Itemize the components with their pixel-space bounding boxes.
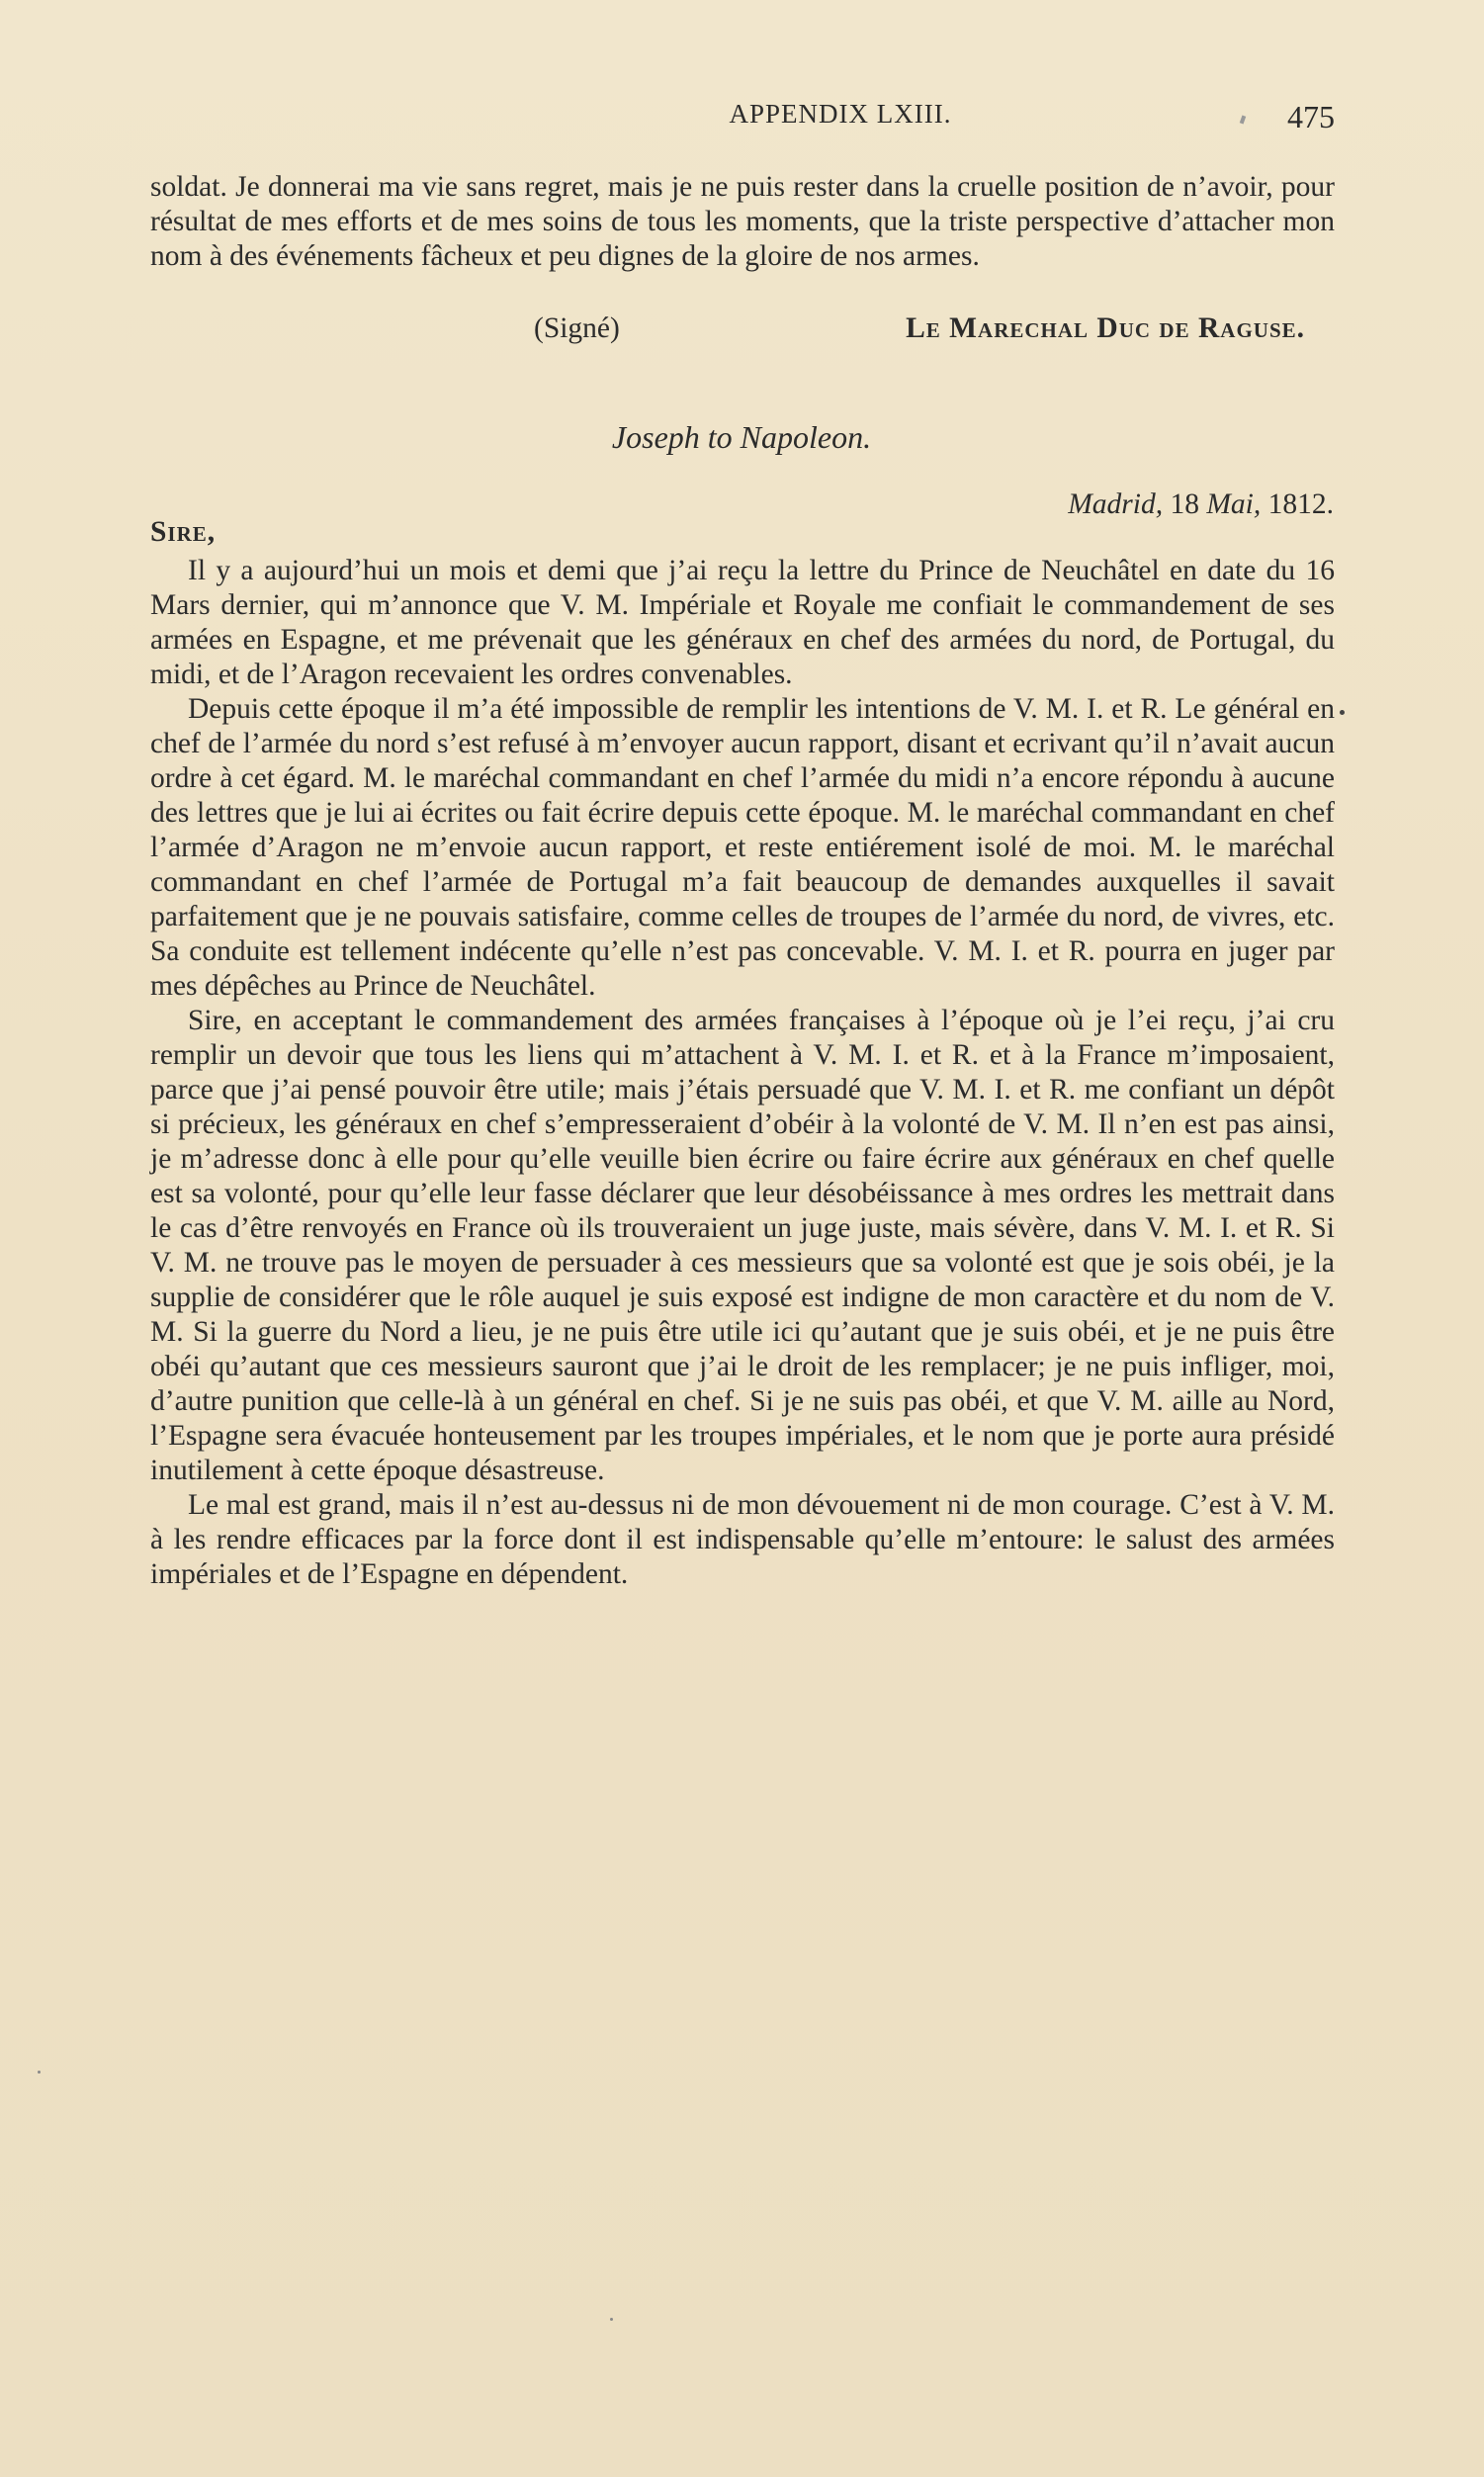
letter-dateline xyxy=(1068,488,1334,521)
page-number: 475 xyxy=(1287,99,1335,134)
letter-paragraph: Sire, en acceptant le commandement des armées françaises à l’époque où je l’ei reçu, j’ai cru remplir un devoir que tous les liens qui m’attachent à V. M. I. et R. et à la France m’imposaient, parce que j’ai pensé pouvoir être utile; mais j’étais persuadé que V. M. I. et R. me confiant un dépôt si précieux, les généraux en chef s’empresseraient d’obéir à la volonté de V. M. Il n’en est pas ainsi, je m’adresse donc à elle pour qu’elle veuille bien écrire ou faire écrire aux généraux en chef quelle est sa volonté, pour qu’elle leur fasse déclarer que leur désobéissance à mes ordres les mettrait dans le cas d’être renvoyés en France où ils trouveraient un juge juste, mais sévère, dans V. M. I. et R. Si V. M. ne trouve pas le moyen de persuader à ces messieurs que sa volonté est que je sois obéi, je la supplie de considérer que le rôle auquel je suis exposé est indigne de mon caractère et du nom de V. M. Si la guerre du Nord a lieu, je ne puis être utile ici qu’autant que je suis obéi, et je ne puis être obéi qu’autant que ces messieurs sauront que j’ai le droit de les remplacer; je ne puis infliger, moi, d’autre punition que celle-là à un général en chef. Si je ne suis pas obéi, et que V. M. aille au Nord, l’Espagne sera évacuée honteusement par les troupes impériales, et le nom que je porte aura présidé inutilement à cette époque désastreuse. xyxy=(150,1005,1335,1486)
print-speck xyxy=(1340,710,1345,715)
letter-paragraph: Depuis cette époque il m’a été impossible de remplir les intentions de V. M. I. et R. Le général en chef de l’armée du nord s’est refusé à m’envoyer aucun rapport, disant et ecrivant qu’il n’avait aucun ordre à cet égard. M. le maréchal commandant en chef l’armée du midi n’a encore répondu à aucune des lettres que je lui ai écrites ou fait écrire depuis cette époque. M. le maréchal commandant en chef l’armée d’Aragon ne m’envoie aucun rapport, et reste entiérement isolé de moi. M. le maréchal commandant en chef l’armée de Portugal m’a fait beaucoup de demandes auxquelles il savait parfaitement que je ne pouvais satisfaire, comme celles de troupes de l’armée du nord, de vivres, etc. Sa conduite est tellement indécente qu’elle n’est pas concevable. V. M. I. et R. pourra en juger par mes dépêches au Prince de Neuchâtel. xyxy=(150,693,1335,1002)
dateline-day: 18 xyxy=(1170,488,1199,520)
letter-body xyxy=(150,554,1335,1592)
paper-speck xyxy=(610,2318,613,2321)
closing-paragraph: soldat. Je donnerai ma vie sans regret, mais je ne puis rester dans la cruelle position de n’avoir, pour résultat de mes efforts et de mes soins de tous les moments, que la triste perspective d’attacher mon nom à des événements fâcheux et peu dignes de la gloire de nos armes. xyxy=(150,171,1335,272)
signature-name: Le Marechal Duc de Raguse. xyxy=(906,312,1305,344)
running-title: APPENDIX LXIII. xyxy=(729,99,952,129)
dateline-month: Mai, xyxy=(1206,488,1262,520)
letter-paragraph: Il y a aujourd’hui un mois et demi que j’ai reçu la lettre du Prince de Neuchâtel en date du 16 Mars dernier, qui m’annonce que V. M. Impériale et Royale me confiait le commandement de ses armées en Espagne, et me prévenait que les généraux en chef des armées du nord, de Portugal, du midi, et de l’Aragon recevaient les ordres convenables. xyxy=(150,555,1335,690)
letter-paragraph: Le mal est grand, mais il n’est au-dessus ni de mon dévouement ni de mon courage. C’est à V. M. à les rendre efficaces par la force dont il est indispensable qu’elle m’entoure: le salust des armées impériales et de l’Espagne en dépendent. xyxy=(150,1489,1335,1590)
signature-label: (Signé) xyxy=(534,312,620,344)
letter-title: Joseph to Napoleon. xyxy=(611,419,872,455)
signature-line xyxy=(148,312,1335,348)
letter-salutation: Sire, xyxy=(150,516,217,548)
dateline-place: Madrid, xyxy=(1068,488,1164,520)
dateline-year: 1812. xyxy=(1267,488,1334,520)
paper-speck xyxy=(38,2071,41,2074)
page-header xyxy=(148,99,1335,134)
